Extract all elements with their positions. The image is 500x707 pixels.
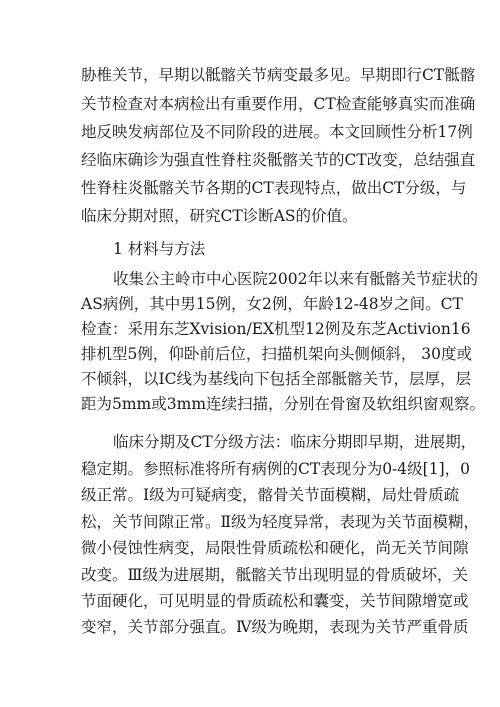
- text-line: 级正常。Ⅰ级为可疑病变，髂骨关节面模糊，局灶骨质疏: [81, 486, 460, 504]
- text-line: 地反映发病部位及不同阶段的进展。本文回顾性分析17例: [81, 123, 473, 141]
- text-line: AS病例，其中男15例，女2例，年龄12-48岁之间。CT: [81, 295, 463, 313]
- text-line: 微小侵蚀性病变，局限性骨质疏松和硬化，尚无关节间隙: [81, 539, 469, 557]
- text-line: 收集公主岭市中心医院2002年以来有骶髂关节症状的: [113, 270, 478, 288]
- text-line: 关节检查对本病检出有重要作用，CT检查能够真实而准确: [81, 95, 476, 113]
- text-line: 检查：采用东芝Xvision/EX机型12例及东芝Activion16: [81, 320, 471, 338]
- text-line: 经临床确诊为强直性脊柱炎骶髂关节的CT改变，总结强直: [81, 151, 476, 169]
- text-line: 临床分期对照，研究CT诊断AS的价值。: [81, 207, 358, 225]
- text-line: 变窄，关节部分强直。Ⅳ级为晚期，表现为关节严重骨质: [81, 618, 469, 636]
- text-line: 距为5mm或3mm连续扫描，分别在骨窗及软组织窗观察。: [81, 395, 486, 413]
- text-line: 性脊柱炎骶髂关节各期的CT表现特点，做出CT分级，与: [81, 179, 467, 197]
- text-line: 松，关节间隙正常。Ⅱ级为轻度异常，表现为关节面模糊，: [81, 513, 480, 531]
- text-line: 胁椎关节，早期以骶髂关节病变最多见。早期即行CT骶髂: [81, 66, 476, 84]
- text-line: 稳定期。参照标准将所有病例的CT表现分为0-4级[1]，0: [81, 460, 470, 478]
- text-line: 不倾斜，以IC线为基线向下包括全部骶髂关节，层厚，层: [81, 370, 471, 388]
- text-line: 节面硬化，可见明显的骨质疏松和囊变，关节间隙增宽或: [81, 592, 469, 610]
- text-line: 排机型5例，仰卧前后位，扫描机架向头侧倾斜， 30度或: [81, 345, 473, 363]
- section-heading: 1 材料与方法: [113, 240, 206, 258]
- text-line: 临床分期及CT分级方法：临床分期即早期，进展期，: [113, 433, 477, 451]
- text-line: 改变。Ⅲ级为进展期，骶髂关节出现明显的骨质破坏，关: [81, 566, 468, 584]
